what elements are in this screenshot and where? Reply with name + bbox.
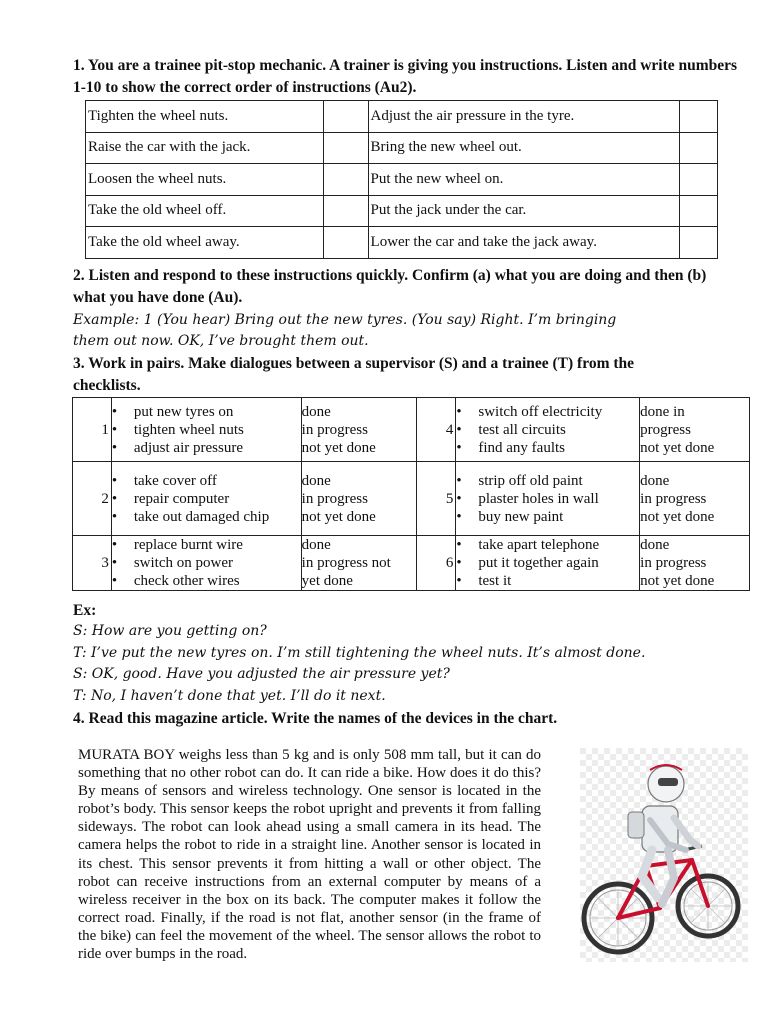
instruction-cell: Bring the new wheel out.: [368, 132, 680, 164]
task-item: • take cover off: [112, 472, 301, 490]
checklist-row: [73, 536, 750, 591]
order-number-box[interactable]: [323, 227, 368, 259]
checklist-number: 5: [416, 462, 456, 536]
task-item: • put it together again: [456, 554, 639, 572]
example-line-1: Example: 1 (You hear) Bring out the new tyres. (You say) Right. I’m bringing: [73, 312, 617, 328]
checklist-tasks: [456, 462, 640, 536]
section3-heading: 3. Work in pairs. Make dialogues between a supervisor (S) and a trainee (T) from the checklists.: [73, 355, 635, 394]
example-line-2: them out now. OK, I’ve brought them out.: [73, 333, 369, 349]
status-item: in progress: [640, 490, 707, 507]
section1-heading: 1. You are a trainee pit-stop mechanic. A trainer is giving you instructions. Listen and write numbers 1-10 to show the correct order of instructions (Au2).: [73, 57, 738, 96]
dialogue: [73, 621, 753, 707]
order-number-box[interactable]: [680, 227, 718, 259]
order-table: [85, 100, 718, 259]
status-item: not yet done: [640, 573, 715, 589]
task-item: • test all circuits: [456, 421, 639, 439]
checklist-tasks: [111, 536, 301, 591]
status-item: in progress: [301, 490, 368, 507]
instruction-cell: Take the old wheel off.: [86, 195, 324, 227]
task-item: • take apart telephone: [456, 536, 639, 554]
task-item: • tighten wheel nuts: [112, 421, 301, 439]
status-item: done in: [640, 403, 685, 420]
order-number-box[interactable]: [323, 195, 368, 227]
order-number-box[interactable]: [323, 101, 368, 133]
order-number-box[interactable]: [680, 164, 718, 196]
order-number-box[interactable]: [323, 164, 368, 196]
status-item: not yet done: [640, 439, 715, 456]
task-item: • buy new paint: [456, 508, 639, 526]
status-item: not yet done: [301, 508, 376, 525]
order-number-box[interactable]: [680, 195, 718, 227]
instruction-cell: Adjust the air pressure in the tyre.: [368, 101, 680, 133]
checklist-table: [72, 397, 750, 591]
dialogue-line: T: No, I haven’t done that yet. I’ll do it next.: [73, 687, 386, 704]
checklist-tasks: [456, 536, 640, 591]
checklist-tasks: [111, 398, 301, 462]
checklist-number: 4: [416, 398, 456, 462]
instruction-cell: Put the jack under the car.: [368, 195, 680, 227]
dialogue-line: S: OK, good. Have you adjusted the air pressure yet?: [73, 666, 450, 682]
order-row: [86, 164, 718, 196]
checklist-tasks: [111, 462, 301, 536]
order-row: [86, 101, 718, 133]
checklist-status: [640, 462, 750, 536]
checklist-status: [301, 536, 416, 591]
order-row: [86, 227, 718, 259]
checklist-row: [73, 398, 750, 462]
instruction-cell: Loosen the wheel nuts.: [86, 164, 324, 196]
task-item: • strip off old paint: [456, 472, 639, 490]
status-item: done: [301, 403, 331, 420]
robot-bike-image: [580, 748, 748, 962]
status-item: not yet done: [301, 439, 376, 456]
status-item: progress: [640, 421, 691, 438]
task-item: • switch on power: [112, 554, 301, 572]
section2-example: [73, 310, 738, 352]
checklist-status: [640, 536, 750, 591]
instruction-cell: Lower the car and take the jack away.: [368, 227, 680, 259]
status-item: in progress: [640, 555, 707, 571]
task-item: • put new tyres on: [112, 403, 301, 421]
task-item: • check other wires: [112, 572, 301, 590]
checklist-number: 3: [73, 536, 112, 591]
section2-heading: 2. Listen and respond to these instructions quickly. Confirm (a) what you are doing and then (b) what you have done (Au).: [73, 267, 707, 306]
checklist-number: 1: [73, 398, 112, 462]
order-number-box[interactable]: [680, 132, 718, 164]
checklist-number: 6: [416, 536, 456, 591]
task-item: • take out damaged chip: [112, 508, 301, 526]
checklist-number: 2: [73, 462, 112, 536]
instruction-cell: Raise the car with the jack.: [86, 132, 324, 164]
status-item: yet done: [301, 573, 353, 589]
task-item: • replace burnt wire: [112, 536, 301, 554]
task-item: • repair computer: [112, 490, 301, 508]
checklist-tasks: [456, 398, 640, 462]
task-item: • find any faults: [456, 439, 639, 457]
status-item: done: [640, 537, 670, 553]
checklist-status: [301, 398, 416, 462]
checklist-row: [73, 462, 750, 536]
status-item: in progress: [301, 421, 368, 438]
magazine-article: MURATA BOY weighs less than 5 kg and is only 508 mm tall, but it can do something that no other robot can do. It can ride a bike. How does it do this? By means of sensors and wireless technology. One sensor is located in the robot’s body. This sensor keeps the robot upright and prevents it from falling sideways. The robot can look ahead using a small camera in its head. The camera helps the robot to ride in a straight line. Another sensor is located in its chest. This sensor prevents it from hitting a wall or other object. The robot can receive instructions from an external computer by means of a wireless receiver in the box on its back. The computer makes it follow the correct road. Finally, if the road is not flat, another sensor (in the frame of the bike) can feel the movement of the wheel. The sensor allows the robot to ride over bumps in the road.: [78, 747, 541, 963]
status-item: not yet done: [640, 508, 715, 525]
order-number-box[interactable]: [680, 101, 718, 133]
instruction-cell: Tighten the wheel nuts.: [86, 101, 324, 133]
status-item: done: [640, 472, 670, 489]
order-number-box[interactable]: [323, 132, 368, 164]
task-item: • test it: [456, 572, 639, 590]
status-item: done: [301, 472, 331, 489]
section4-heading: 4. Read this magazine article. Write the names of the devices in the chart.: [73, 710, 558, 727]
task-item: • plaster holes in wall: [456, 490, 639, 508]
dialogue-line: S: How are you getting on?: [73, 623, 267, 639]
task-item: • switch off electricity: [456, 403, 639, 421]
checklist-status: [640, 398, 750, 462]
order-row: [86, 132, 718, 164]
status-item: in progress not: [301, 555, 391, 571]
task-item: • adjust air pressure: [112, 439, 301, 457]
instruction-cell: Take the old wheel away.: [86, 227, 324, 259]
ex-label: Ex:: [73, 602, 97, 619]
instruction-cell: Put the new wheel on.: [368, 164, 680, 196]
checklist-status: [301, 462, 416, 536]
status-item: done: [301, 537, 331, 553]
dialogue-line: T: I’ve put the new tyres on. I’m still tightening the wheel nuts. It’s almost done.: [73, 644, 646, 661]
order-row: [86, 195, 718, 227]
